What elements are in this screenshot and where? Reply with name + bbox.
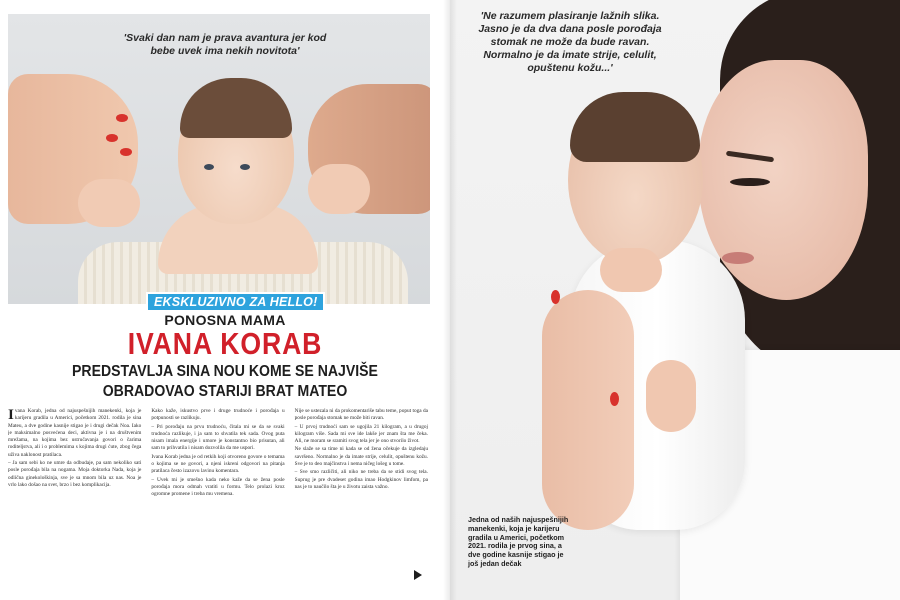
newborn-hair	[570, 92, 700, 162]
article-deck	[27, 362, 423, 402]
baby-eye	[240, 164, 250, 170]
right-page	[450, 0, 900, 600]
newborn-hands	[600, 248, 662, 292]
page-spine	[443, 0, 457, 600]
article-body	[8, 408, 428, 594]
exclusive-badge: EKSKLUZIVNO ZA HELLO!	[146, 292, 325, 312]
mother-hand	[542, 290, 634, 530]
deck-line: OBRADOVAO STARIJI BRAT MATEO	[102, 383, 348, 400]
deck-line: PREDSTAVLJA SINA NOU KOME SE NAJVIŠE	[72, 363, 378, 380]
mother-eye	[730, 178, 770, 186]
dropcap: I	[8, 408, 14, 423]
newborn-foot	[646, 360, 696, 432]
photo-caption: Jedna od naših najuspešnijih manekenki, koja je karijeru gradila u Americi, početkom 2021. rodila je prvog sina, a dve godine kasnije stigao je još jedan dečak	[468, 515, 569, 568]
body-paragraph: Kako kaže, iskustvo prve i druge trudnoće i porođaja u potpunosti se razlikuju.	[151, 408, 285, 422]
red-nail	[106, 134, 118, 142]
article-headline: IVANA KORAB	[127, 326, 323, 361]
body-paragraph: Nije se ustezala ni da prokomentariše tabu teme, poput toga da posle porođaja stomak ne može biti ravan.	[294, 408, 428, 422]
body-paragraph: – Uvek mi je smešno kada neko kaže da se žena posle porođaja mora odmah vratiti u formu. Telo prolazi kroz ogromne promene i treba mu vremena.	[151, 476, 285, 498]
baby-hand	[78, 179, 140, 227]
body-paragraph	[8, 408, 141, 459]
photo-quote: 'Svaki dan nam je prava avantura jer kod bebe uvek ima nekih novitota'	[123, 32, 327, 57]
body-paragraph: – Sve smo različiti, ali niko ne treba da se stidi svog tela. Suprug je pre dvadeset godina imao Hodgkinov limfom, pa nas je to naučilo šta je u životu zaista važno.	[294, 469, 428, 490]
article-kicker: PONOSNA MAMA	[164, 312, 286, 328]
continue-arrow-icon	[414, 570, 422, 580]
body-paragraph: Ivana Korab jedna je od retkih koji otvoreno govore o temama o kojima se ne govori, a njeni iskreni odgovori na pitanja pratilaca često izazovu lavinu komentara.	[151, 453, 285, 475]
body-paragraph: – Ja sam sebi ko ne umre da odbudaje, pa sam nekoliko sati posle porođaja bila na nogama. Moja doktorka Nada, koja je odlična ginekološkinja, sve je sa mnom bila uz nas. Noa je vrlo lako došao na svet, brzo i bez komplikacija.	[8, 460, 142, 488]
red-nail	[116, 114, 128, 122]
body-paragraph: – U prvoj trudnoći sam se ugojila 21 kilogram, a u drugoj kilogram više. Sada mi sve ide lakše jer znam šta me čeka. Ali, ne moram se sramiti svog tela jer je ono stvorilo život.	[294, 423, 428, 445]
baby-photo	[8, 14, 430, 304]
body-paragraph: Ne slaže se sa time ni kada se od žena očekuje da izgledaju savršeno. Normalno je da imate strije, celulit, opuštenu kožu. Sve je to deo majčinstva i nema ničeg lošeg u tome.	[294, 446, 428, 468]
baby-hair	[180, 78, 292, 138]
red-nail	[551, 290, 560, 304]
mother-face	[698, 60, 868, 300]
red-nail	[610, 392, 619, 406]
mother-lips	[722, 252, 754, 264]
photo-quote: 'Ne razumem plasiranje lažnih slika. Jasno je da dva dana posle porođaja stomak ne može da bude ravan. Normalno je da imate strije, celulit, opuštenu kožu...'	[478, 10, 662, 74]
red-nail	[120, 148, 132, 156]
body-paragraph: – Pri porođaju na prvu trudnoću, čitala mi se da se svaki trudnoća razlikuje, i ja sam to shvatila tek sada. Ovog puta nisam imala energije i umore je konstantno bio prisutan, ali sam to prihvatila i nisam dozvolila da me uspori.	[151, 423, 285, 452]
body-text-span: vana Korab, jedna od najuspešnijih manekenki, koja je karijeru gradila u Americi, početkom 2021. rodila je sina Mateu, a dve godine kasnije stigao je i drugi dečak Noa. Iako je maksimalno posvećena deci, aktivna je i na društvenim mrežama, na kojima bez ustručavanja govori o čarima roditeljstva, ali i o problemima s kojima drugi ćute, zbog čega uživa naklonost pratilaca.	[8, 408, 142, 458]
baby-hand	[308, 164, 370, 214]
baby-eye	[204, 164, 214, 170]
